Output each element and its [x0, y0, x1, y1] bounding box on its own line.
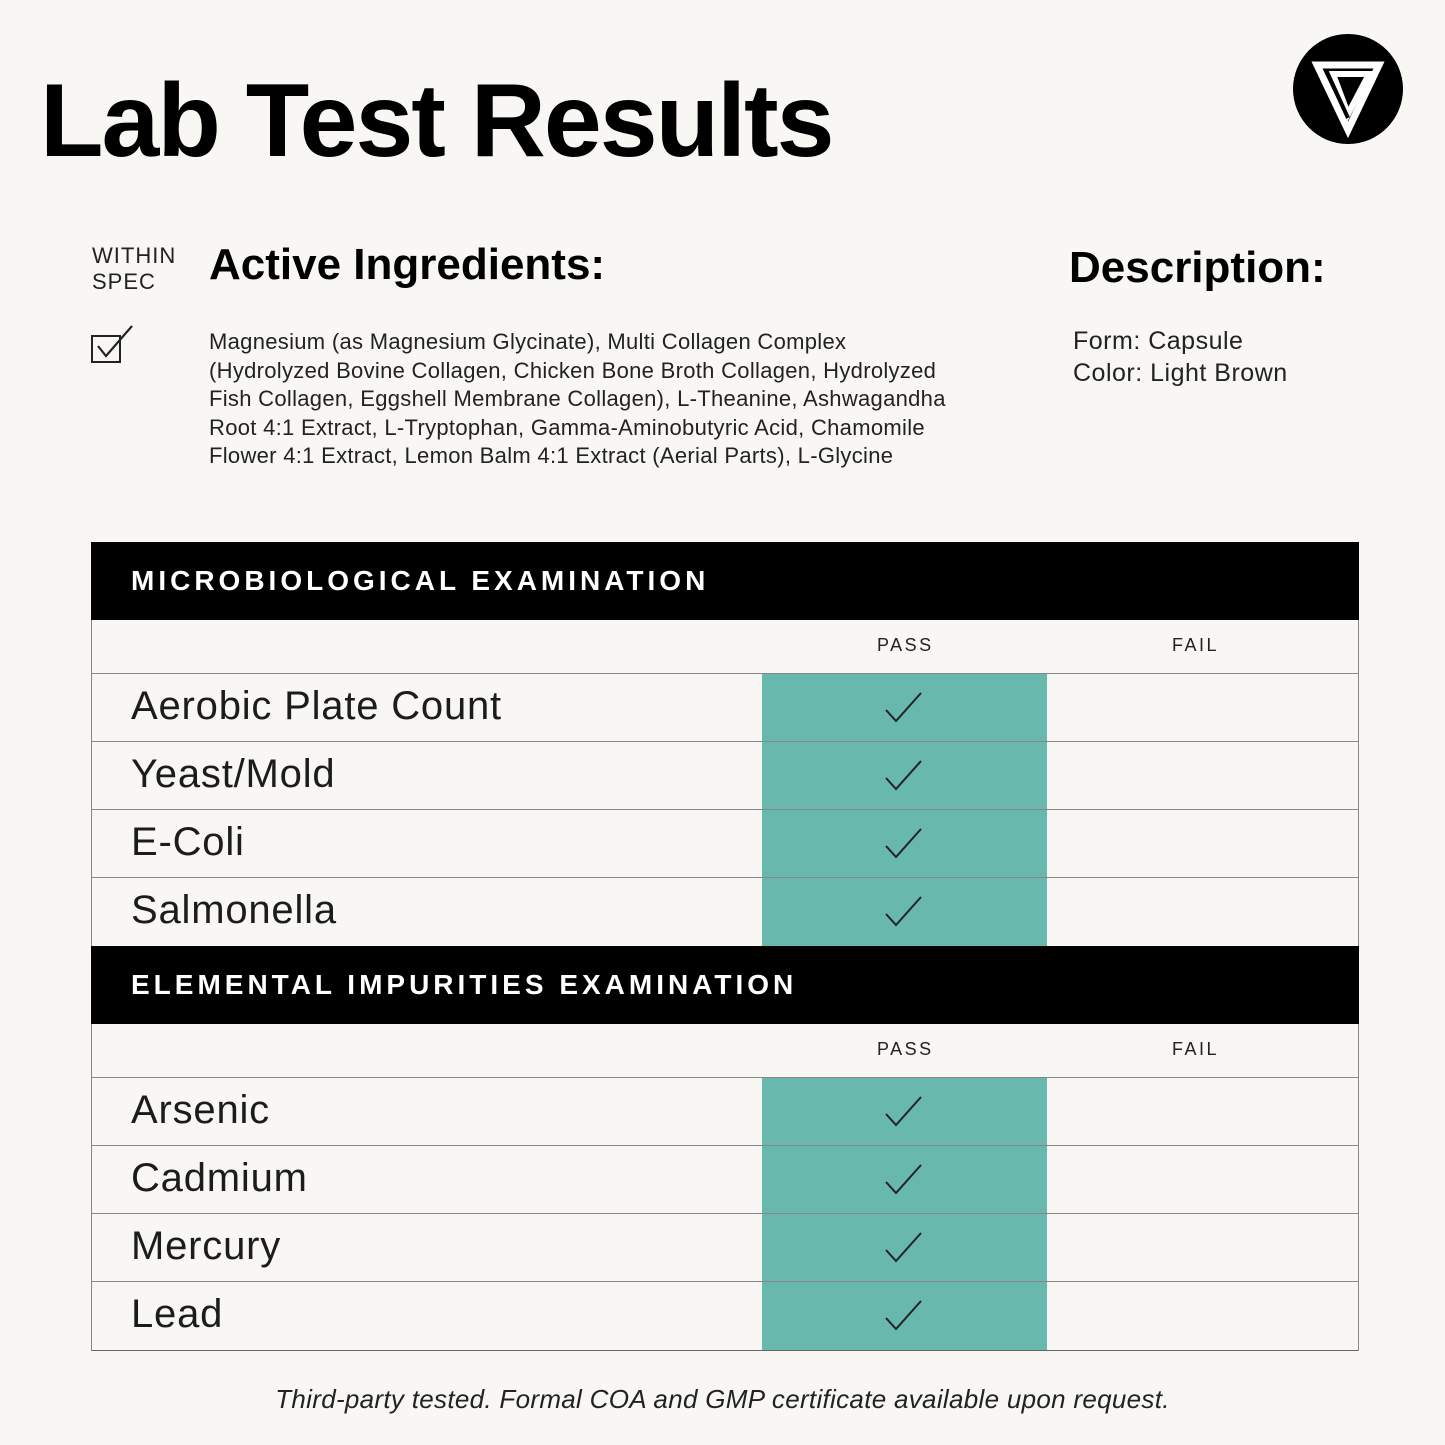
test-name: Cadmium	[131, 1156, 308, 1200]
table-row	[92, 810, 1358, 878]
fail-column-label: FAIL	[1172, 1039, 1220, 1059]
elemental-section	[91, 946, 1359, 1351]
test-name: Yeast/Mold	[131, 752, 336, 796]
column-header-row	[92, 620, 1358, 674]
description-heading: Description:	[1069, 243, 1326, 292]
description-color: Color: Light Brown	[1073, 359, 1288, 387]
microbiological-table	[91, 620, 1359, 947]
active-ingredients-text: Magnesium (as Magnesium Glycinate), Multi Collagen Complex (Hydrolyzed Bovine Collagen, Chicken Bone Broth Collagen, Hydrolyzed Fish Collagen, Eggshell Membrane Collagen), L-Theanine, Ashwagandha Root 4:1 Extract, L-Tryptophan, Gamma-Aminobutyric Acid, Chamomile Flower 4:1 Extract, Lemon Balm 4:1 Extract (Aerial Parts), L-Glycine	[209, 329, 946, 469]
check-mark-icon	[884, 894, 924, 928]
table-row	[92, 1214, 1358, 1282]
pass-cell	[762, 1214, 1047, 1281]
pass-cell	[762, 742, 1047, 809]
check-mark-icon	[884, 690, 924, 724]
table-row	[92, 1282, 1358, 1351]
pass-cell	[762, 1146, 1047, 1213]
checked-box-icon	[90, 322, 136, 366]
elemental-header: ELEMENTAL IMPURITIES EXAMINATION	[91, 946, 1359, 1024]
within-spec-line2: SPEC	[92, 269, 156, 294]
pass-cell	[762, 1078, 1047, 1145]
within-spec-line1: WITHIN	[92, 243, 177, 268]
test-name: Mercury	[131, 1224, 282, 1268]
pass-column-label: PASS	[877, 1039, 934, 1059]
pass-cell	[762, 1282, 1047, 1350]
table-row	[92, 1078, 1358, 1146]
page-title: Lab Test Results	[40, 63, 833, 179]
table-row	[92, 742, 1358, 810]
table-row	[92, 674, 1358, 742]
check-mark-icon	[884, 1298, 924, 1332]
pass-cell	[762, 878, 1047, 946]
pass-column-label: PASS	[877, 635, 934, 655]
microbiological-section	[91, 542, 1359, 947]
elemental-table	[91, 1024, 1359, 1351]
check-mark-icon	[884, 826, 924, 860]
test-name: E-Coli	[131, 820, 245, 864]
check-mark-icon	[884, 1162, 924, 1196]
footnote: Third-party tested. Formal COA and GMP certificate available upon request.	[275, 1384, 1170, 1414]
description-block	[1073, 325, 1288, 389]
column-header-row	[92, 1024, 1358, 1078]
fail-column-label: FAIL	[1172, 635, 1220, 655]
brand-logo-icon	[1293, 34, 1403, 144]
within-spec-label	[92, 243, 176, 295]
check-mark-icon	[884, 758, 924, 792]
table-row	[92, 1146, 1358, 1214]
test-name: Arsenic	[131, 1088, 270, 1132]
check-mark-icon	[884, 1094, 924, 1128]
pass-cell	[762, 674, 1047, 741]
table-row	[92, 878, 1358, 947]
test-name: Salmonella	[131, 888, 337, 932]
check-mark-icon	[884, 1230, 924, 1264]
pass-cell	[762, 810, 1047, 877]
description-form: Form: Capsule	[1073, 327, 1244, 355]
test-name: Aerobic Plate Count	[131, 684, 502, 728]
active-ingredients-heading: Active Ingredients:	[209, 240, 606, 289]
microbiological-header: MICROBIOLOGICAL EXAMINATION	[91, 542, 1359, 620]
test-name: Lead	[131, 1292, 224, 1336]
